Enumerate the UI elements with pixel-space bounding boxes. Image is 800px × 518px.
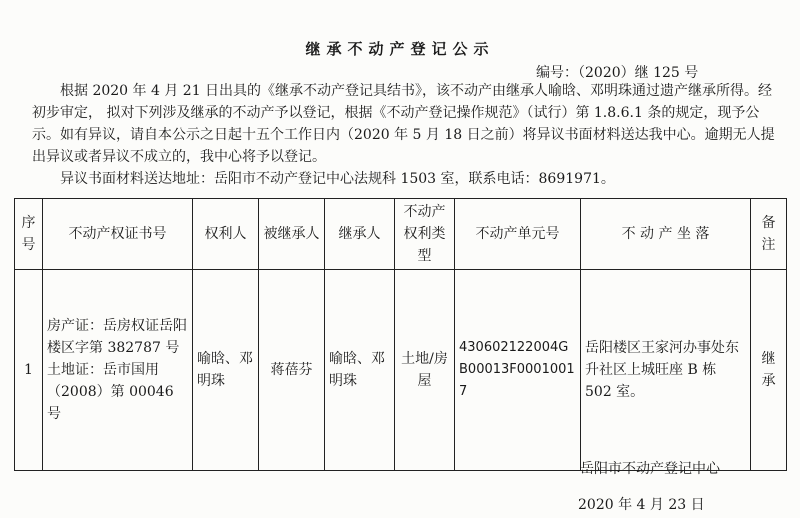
cell-holder: 喻晗、邓明珠 xyxy=(193,270,259,471)
header-seq: 序号 xyxy=(15,199,43,270)
table-header-row xyxy=(15,199,787,270)
cell-heir: 喻晗、邓明珠 xyxy=(325,270,395,471)
cell-cert-house: 房产证：岳房权证岳阳楼区字第 382787 号 xyxy=(47,318,187,356)
cell-unit-no: 430602122004GB00013F00010017 xyxy=(455,270,581,471)
cell-decedent: 蒋蓓芬 xyxy=(259,270,325,471)
notice-body-paragraph: 根据 2020 年 4 月 21 日出具的《继承不动产登记具结书》，该不动产由继承人喻晗、邓明珠通过遗产继承所得。经初步审定， 拟对下列涉及继承的不动产予以登记，根据《不动产登记操作规范》（试行）第 1.8.6.1 条的规定，现予公示。如有异议，请自本公示之日起十五个工作日内（2020 年 5 月 18 日之前）将异议书面材料送达我中心。逾期无人提出异议或者异议不成立的，我中心将予以登记。 xyxy=(32,83,775,165)
document-number: 编号：（2020）继 125 号 xyxy=(536,65,699,81)
header-heir: 继承人 xyxy=(325,199,395,270)
header-unit-no: 不动产单元号 xyxy=(455,199,581,270)
cell-cert xyxy=(43,270,193,471)
header-cert: 不动产权证书号 xyxy=(43,199,193,270)
header-holder: 权利人 xyxy=(193,199,259,270)
cell-location: 岳阳楼区王家河办事处东升社区上城旺座 B 栋 502 室。 xyxy=(581,270,751,471)
objection-address-paragraph: 异议书面材料送达地址：岳阳市不动产登记中心法规科 1503 室，联系电话：8691971。 xyxy=(60,171,615,187)
notice-title: 继承不动产登记公示 xyxy=(305,40,495,58)
issuing-organization: 岳阳市不动产登记中心 xyxy=(580,461,720,477)
cell-seq: 1 xyxy=(15,270,43,471)
registration-table xyxy=(14,198,787,471)
header-decedent: 被继承人 xyxy=(259,199,325,270)
issue-date: 2020 年 4 月 23 日 xyxy=(578,497,705,513)
cell-right-type: 土地/房屋 xyxy=(395,270,455,471)
header-remark: 备注 xyxy=(751,199,787,270)
header-location: 不 动 产 坐 落 xyxy=(581,199,751,270)
cell-cert-land: 土地证：岳市国用（2008）第 00046 号 xyxy=(47,362,174,422)
header-right-type: 不动产权利类型 xyxy=(395,199,455,270)
cell-remark: 继承 xyxy=(751,270,787,471)
table-row xyxy=(15,270,787,471)
